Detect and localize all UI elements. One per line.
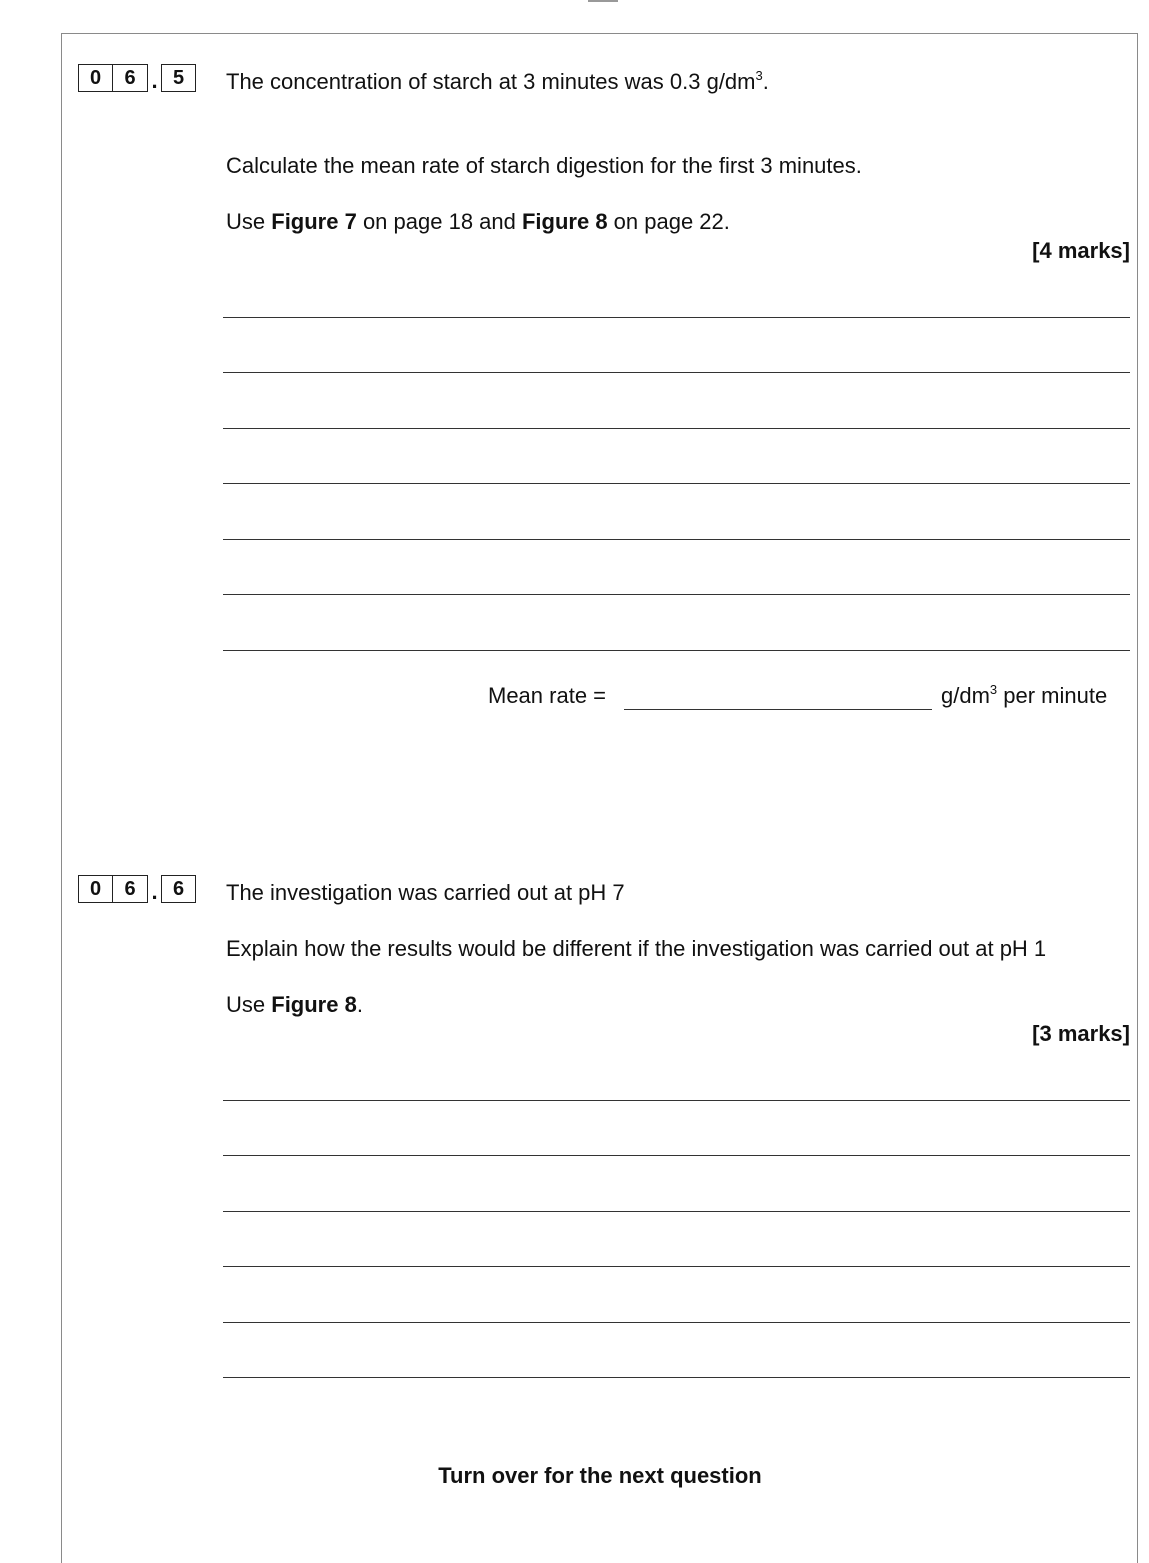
qnum-digit: 6	[113, 64, 148, 92]
answer-line[interactable]	[223, 1377, 1130, 1378]
answer-margin-frame	[61, 33, 1138, 1563]
answer-line[interactable]	[223, 594, 1130, 595]
mean-rate-answer-line[interactable]	[624, 709, 932, 710]
q065-use-figures: Use Figure 7 on page 18 and Figure 8 on page 22.	[226, 209, 730, 234]
question-number-06-6	[78, 874, 196, 904]
question-number-06-5	[78, 63, 196, 93]
qnum-digit: 0	[78, 64, 113, 92]
q066-use-figure: Use Figure 8.	[226, 992, 363, 1017]
answer-line[interactable]	[223, 650, 1130, 651]
answer-line[interactable]	[223, 1155, 1130, 1156]
qnum-digit: 6	[161, 875, 196, 903]
mean-rate-unit: $g/dm^3$ per minute	[941, 682, 1108, 708]
qnum-dot: .	[151, 879, 158, 904]
q065-instruction: Calculate the mean rate of starch digestion for the first 3 minutes.	[226, 153, 862, 178]
qnum-digit: 6	[113, 875, 148, 903]
qnum-digit: 5	[161, 64, 196, 92]
q066-marks: [3 marks]	[1032, 1021, 1130, 1046]
qnum-dot: .	[151, 68, 158, 93]
answer-line[interactable]	[223, 428, 1130, 429]
answer-line[interactable]	[223, 1211, 1130, 1212]
answer-line[interactable]	[223, 1266, 1130, 1267]
q065-intro: The concentration of starch at 3 minutes was 0.3 $g/dm^3$.	[226, 68, 769, 94]
answer-line[interactable]	[223, 1100, 1130, 1101]
answer-line[interactable]	[223, 372, 1130, 373]
q065-marks: [4 marks]	[1032, 238, 1130, 263]
q066-intro: The investigation was carried out at pH 7	[226, 880, 625, 905]
turn-over-footer: Turn over for the next question	[438, 1463, 762, 1488]
q066-instruction: Explain how the results would be different if the investigation was carried out at pH 1	[226, 936, 1047, 961]
page-number-mark	[588, 0, 618, 2]
mean-rate-label: Mean rate =	[488, 683, 607, 708]
qnum-digit: 0	[78, 875, 113, 903]
answer-line[interactable]	[223, 1322, 1130, 1323]
answer-line[interactable]	[223, 483, 1130, 484]
answer-line[interactable]	[223, 317, 1130, 318]
answer-line[interactable]	[223, 539, 1130, 540]
